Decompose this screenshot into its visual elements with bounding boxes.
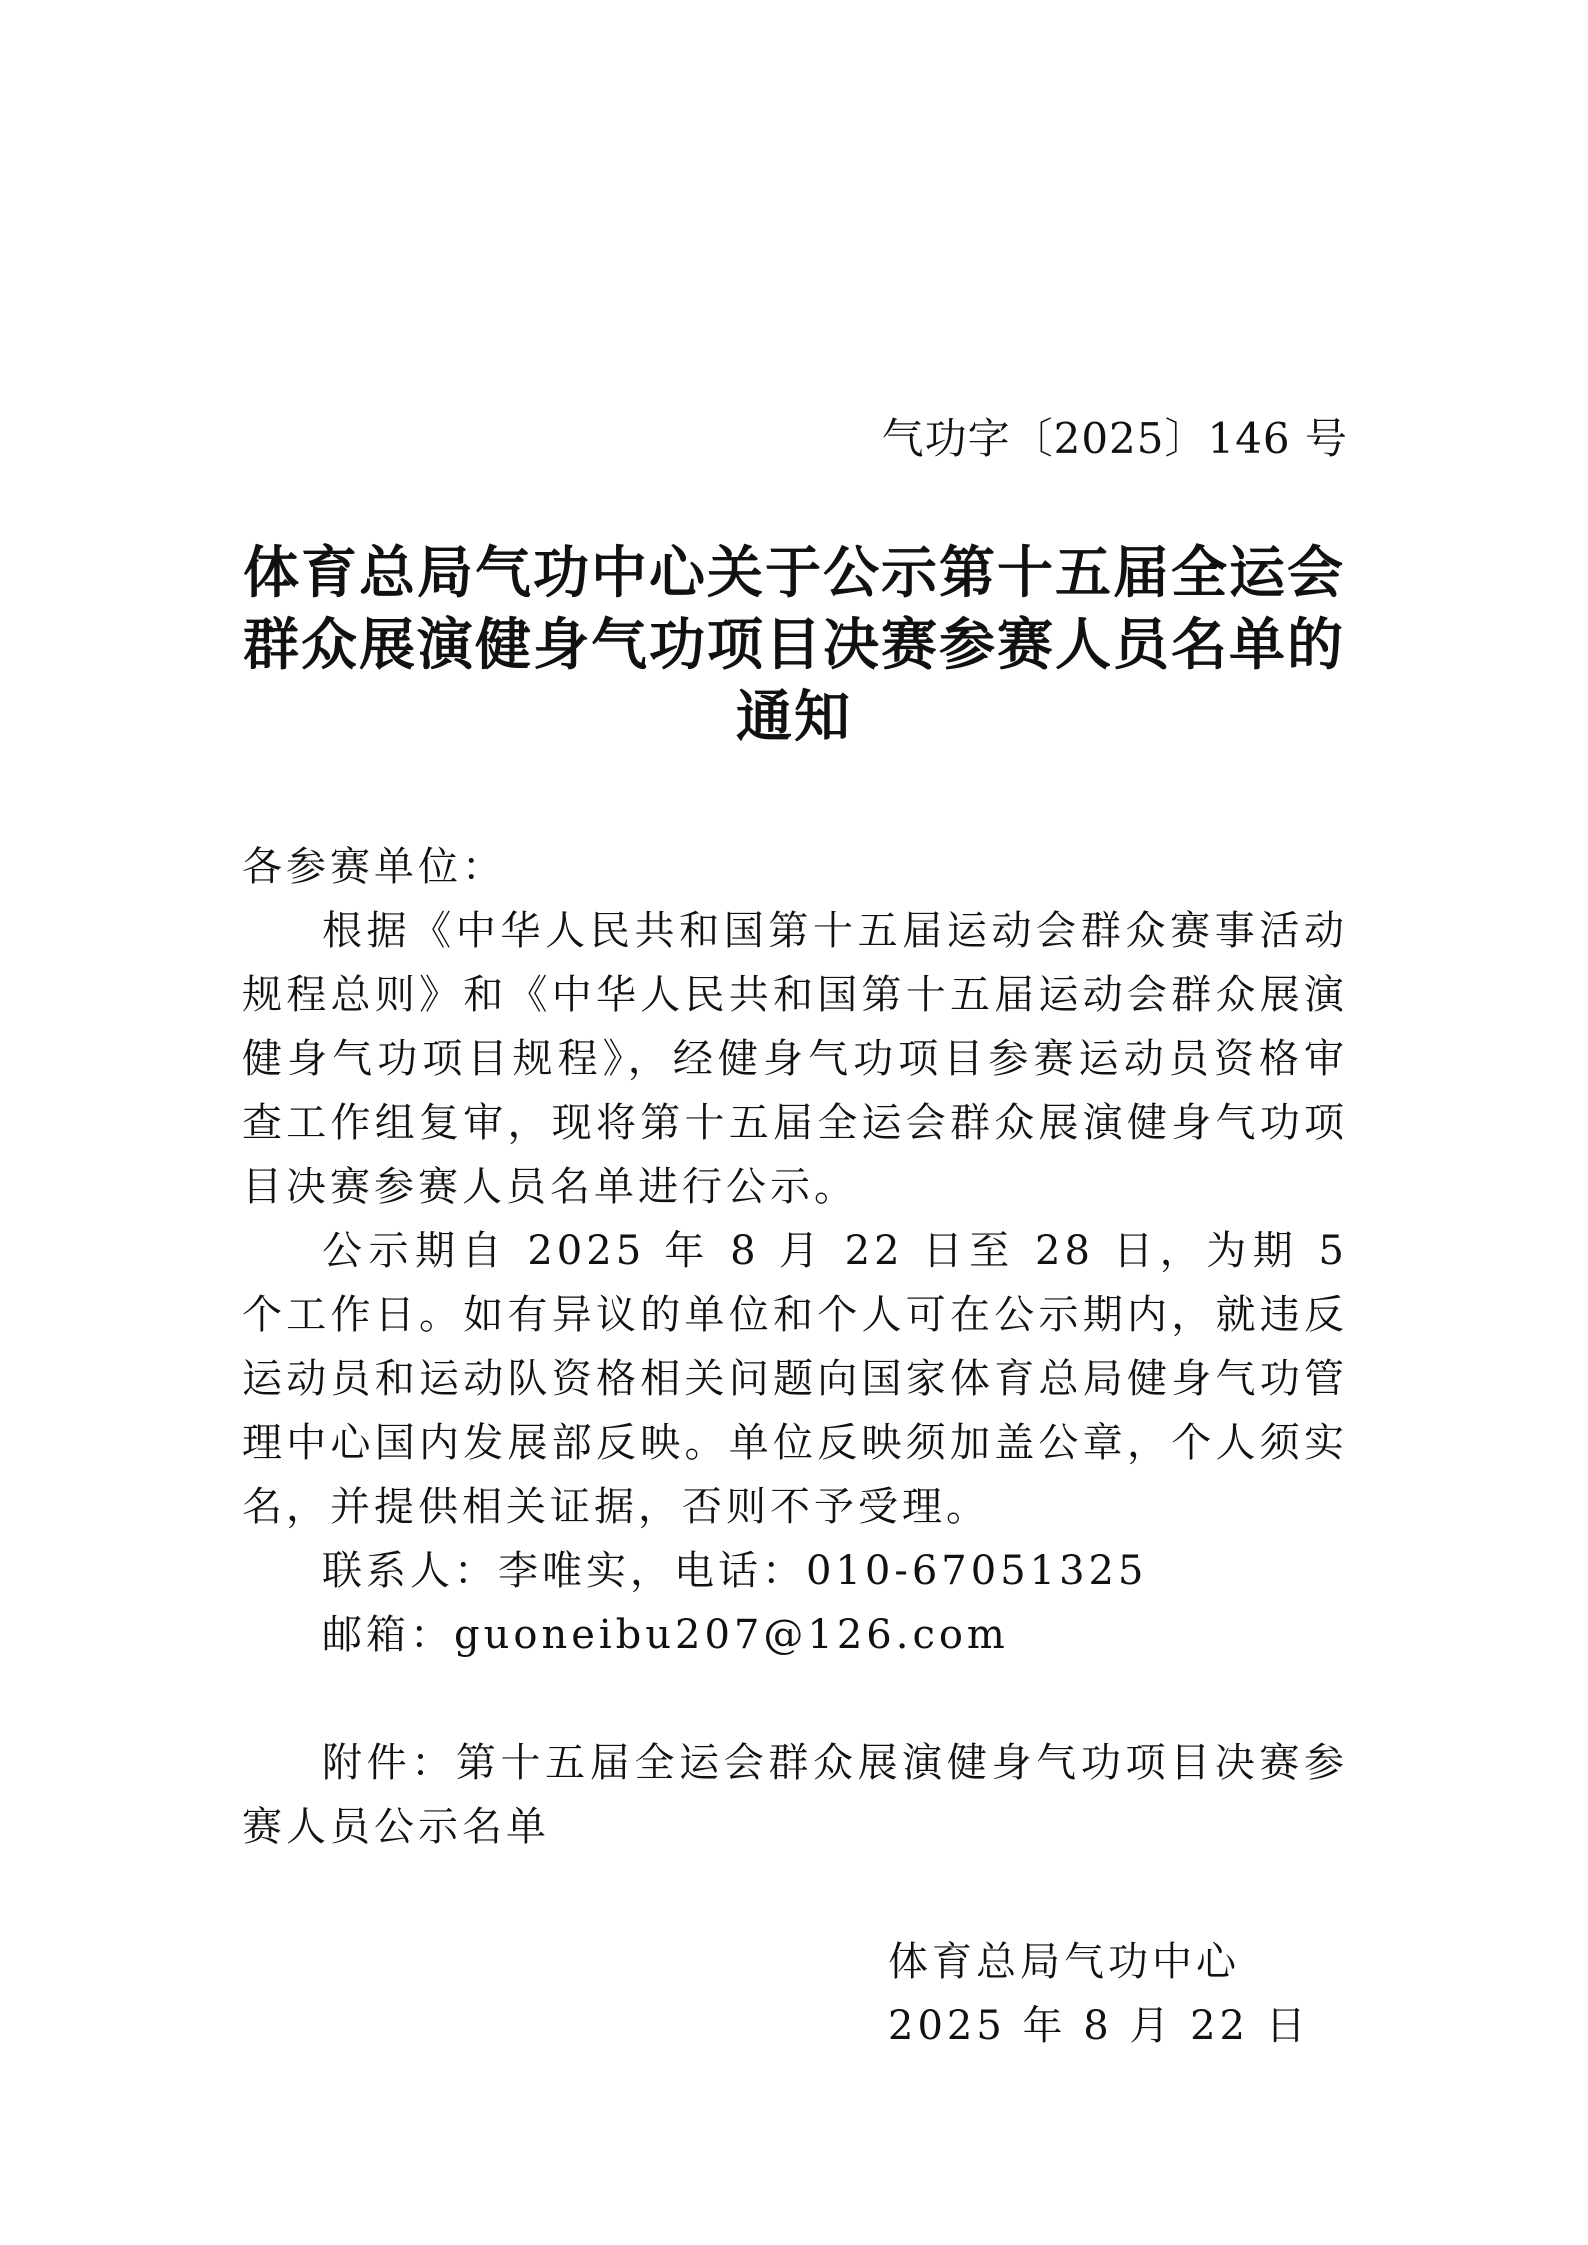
title-line-1: 体育总局气功中心关于公示第十五届全运会: [243, 541, 1345, 606]
paragraph-basis: 根据《中华人民共和国第十五届运动会群众赛事活动规程总则》和《中华人民共和国第十五届运动会群众展演健身气功项目规程》，经健身气功项目参赛运动员资格审查工作组复审，现将第十五届全运会群众展演健身气功项目决赛参赛人员名单进行公示。: [242, 908, 1348, 1210]
email-line: 邮箱：guoneibu207@126.com: [322, 1612, 1009, 1658]
salutation: 各参赛单位：: [242, 844, 506, 890]
signature-org: 体育总局气功中心: [888, 1939, 1240, 1985]
signature-block: [888, 1930, 1310, 2058]
title-line-3: 通知: [736, 685, 852, 750]
title-line-2: 群众展演健身气功项目决赛参赛人员名单的: [243, 613, 1345, 678]
document-number: 气功字〔2025〕146 号: [881, 414, 1348, 463]
document-title: [240, 538, 1348, 754]
contact-line: 联系人：李唯实，电话：010-67051325: [322, 1548, 1148, 1594]
attachment-line: 附件：第十五届全运会群众展演健身气功项目决赛参赛人员公示名单: [242, 1740, 1348, 1850]
signature-date: 2025 年 8 月 22 日: [888, 2003, 1310, 2049]
document-body: [242, 835, 1348, 1859]
paragraph-publicity-period: 公示期自 2025 年 8 月 22 日至 28 日，为期 5 个工作日。如有异议的单位和个人可在公示期内，就违反运动员和运动队资格相关问题向国家体育总局健身气功管理中心国内发展部反映。单位反映须加盖公章，个人须实名，并提供相关证据，否则不予受理。: [242, 1228, 1348, 1530]
